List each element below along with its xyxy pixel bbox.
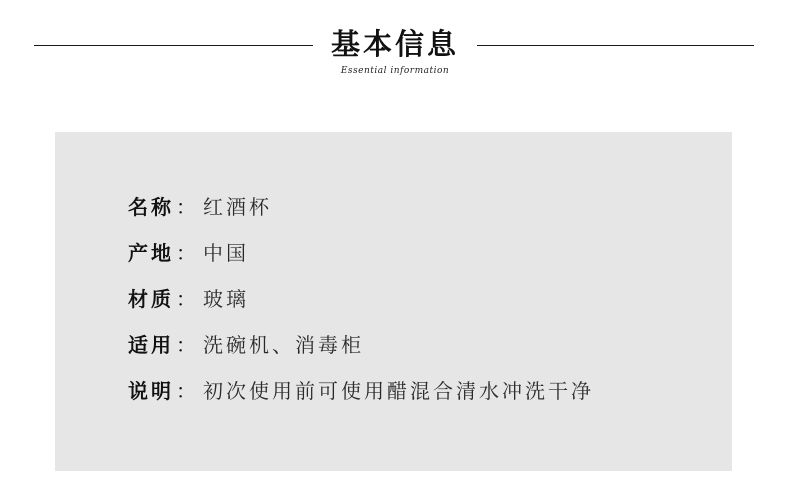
info-label: 适用	[128, 332, 174, 357]
info-row-material	[128, 282, 594, 312]
header-rule-right	[477, 45, 754, 46]
info-value: 初次使用前可使用醋混合清水冲洗干净	[203, 378, 594, 403]
info-row-origin	[128, 236, 594, 266]
info-label: 材质	[128, 286, 174, 311]
info-list	[128, 190, 594, 420]
info-colon: ：	[176, 332, 199, 357]
section-title: 基本信息	[330, 27, 459, 61]
info-colon: ：	[176, 286, 199, 311]
info-row-usage	[128, 328, 594, 358]
info-label: 产地	[128, 240, 174, 265]
info-colon: ：	[176, 194, 199, 219]
section-header	[0, 0, 790, 100]
info-row-name	[128, 190, 594, 220]
info-row-instructions	[128, 374, 594, 404]
section-subtitle: Essential information	[340, 66, 450, 76]
info-value: 红酒杯	[203, 194, 272, 219]
info-colon: ：	[176, 378, 199, 403]
header-rule-left	[34, 45, 313, 46]
info-value: 中国	[203, 240, 249, 265]
info-label: 名称	[128, 194, 174, 219]
info-colon: ：	[176, 240, 199, 265]
info-label: 说明	[128, 378, 174, 403]
info-value: 洗碗机、消毒柜	[203, 332, 364, 357]
info-panel	[55, 132, 732, 471]
info-value: 玻璃	[203, 286, 249, 311]
